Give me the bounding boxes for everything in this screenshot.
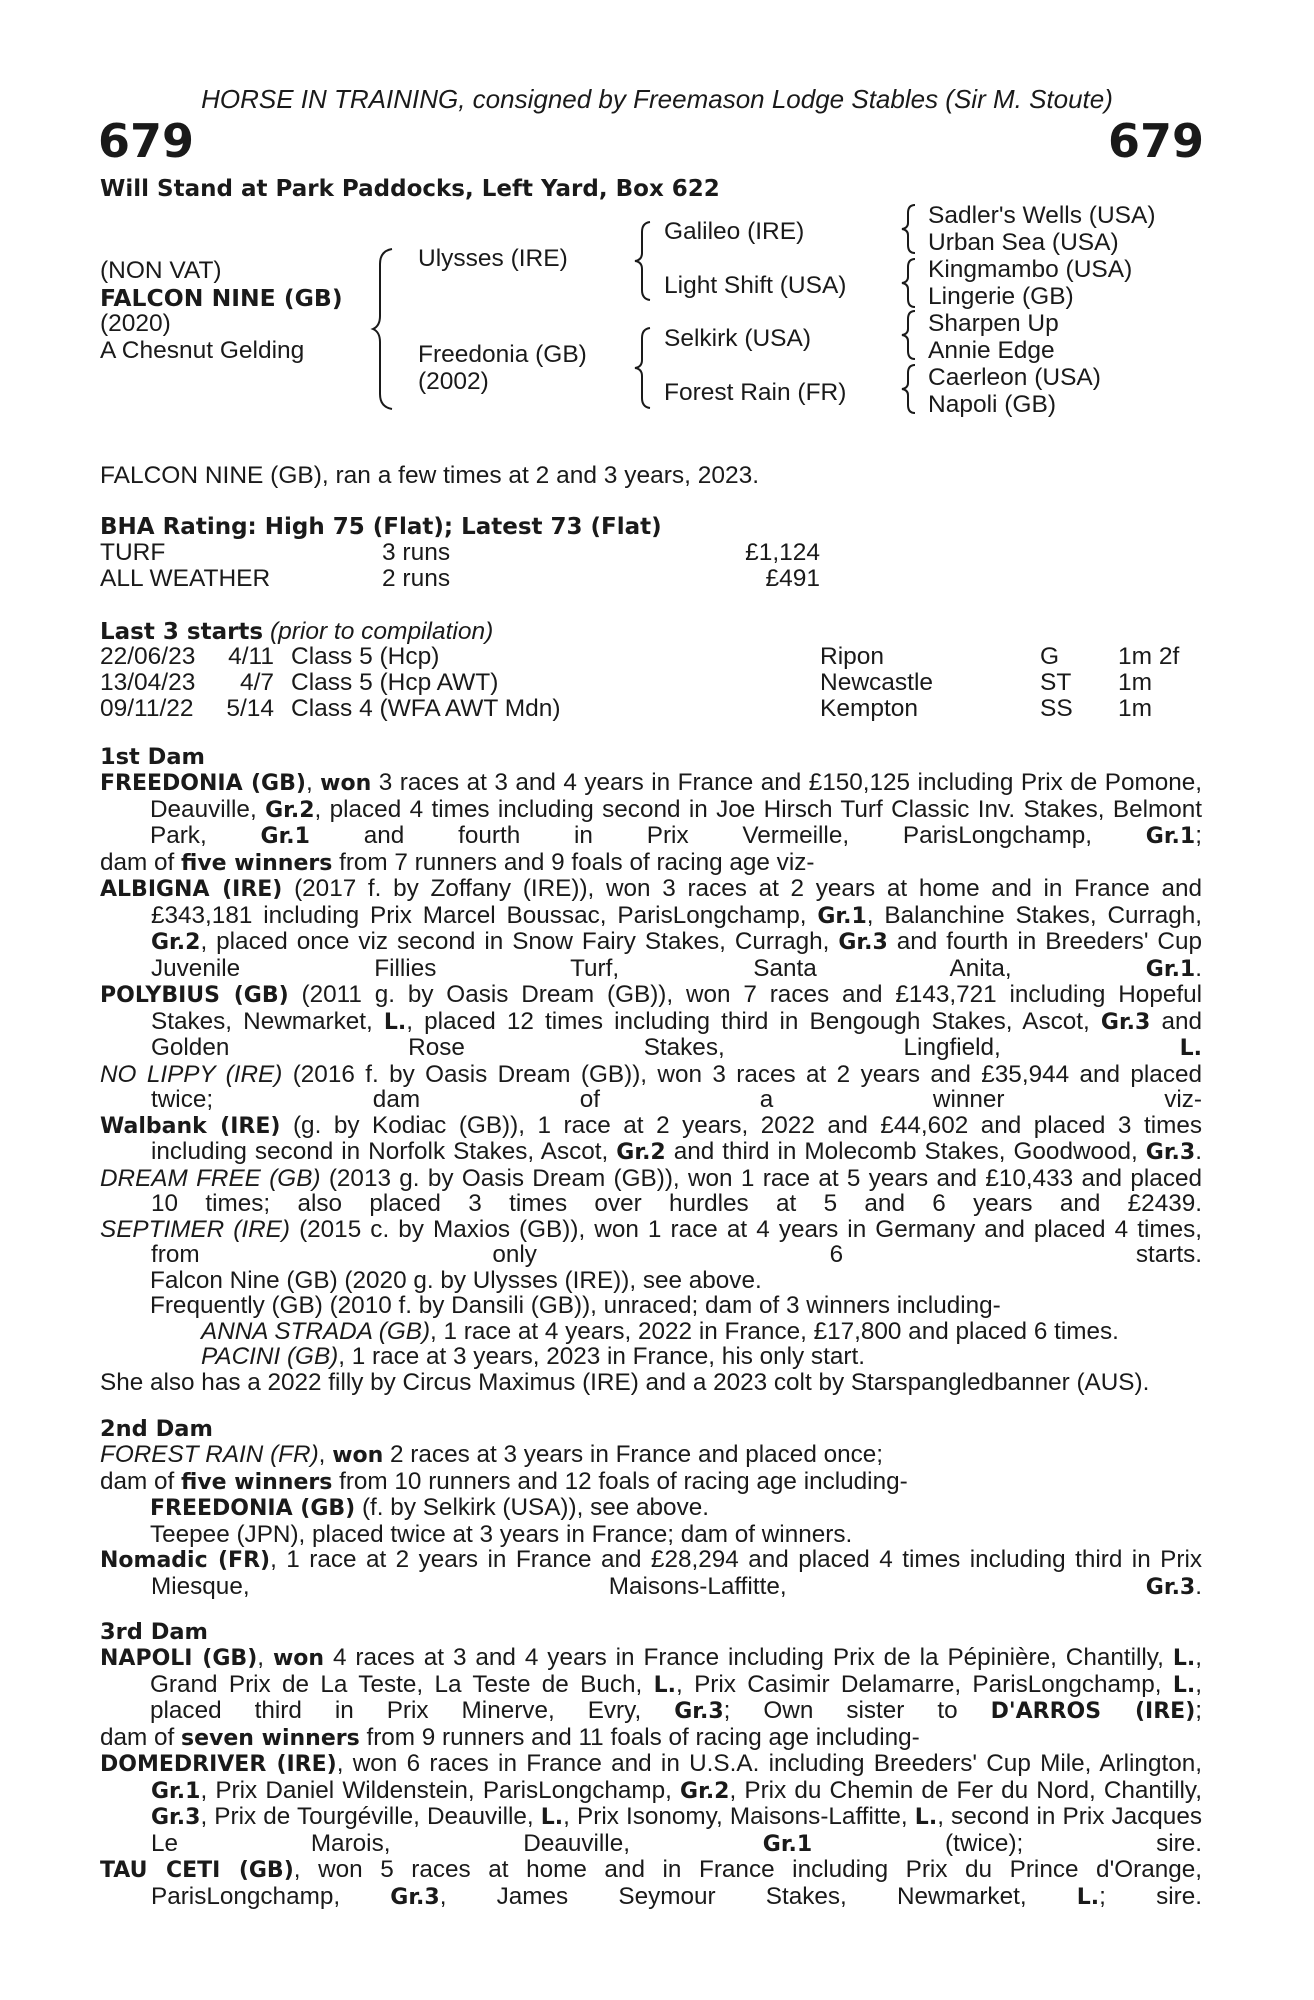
bold-run: seven winners [181, 1725, 360, 1751]
pedigree-sire-sire: Galileo (IRE) [664, 218, 805, 245]
dam1-para-8: SEPTIMER (IRE) (2015 c. by Maxios (GB)), won 1 race at 4 years in Germany and placed 4 times, from only 6 starts. [100, 1215, 1202, 1268]
italic-run: ANNA STRADA (GB) [201, 1317, 431, 1345]
bold-run: Gr.1 [1145, 956, 1196, 982]
dam2-section [100, 1442, 1202, 1600]
pedigree-brace-sire [632, 220, 656, 302]
rating-surface-turf: TURF [100, 539, 166, 566]
bold-run: Gr.1 [762, 1831, 813, 1857]
last-start-course: Ripon [820, 643, 885, 670]
pedigree-gen3-0: Sadler's Wells (USA) [928, 202, 1156, 229]
vat-status: (NON VAT) [100, 257, 222, 284]
last-start-going: ST [1040, 669, 1072, 696]
dam1-section [100, 770, 1202, 1395]
last-start-going: SS [1040, 695, 1073, 722]
bold-run: DOMEDRIVER (IRE) [100, 1752, 337, 1777]
pedigree-brace-gen3 [898, 203, 920, 415]
last-start-race: Class 5 (Hcp AWT) [291, 669, 499, 696]
last-starts-title: Last 3 starts [100, 619, 264, 645]
horse-year: (2020) [100, 310, 171, 337]
last-start-date: 22/06/23 [100, 643, 196, 670]
pedigree-gen3-1: Urban Sea (USA) [928, 229, 1119, 256]
bold-run: Gr.3 [1100, 1009, 1151, 1035]
dam1-para-3: ALBIGNA (IRE) (2017 f. by Zoffany (IRE)), won 3 races at 2 years at home and in France and £343,181 including Prix Marcel Boussac, ParisLongchamp, Gr.1, Balanchine Stakes, Curragh, Gr.2, placed once viz second in Snow Fairy Stakes, Curragh, Gr.3 and fourth in Breeders' Cup Juvenile Fillies Turf, Santa Anita, Gr.1. [100, 875, 1203, 982]
dam1-para-10: Frequently (GB) (2010 f. by Dansili (GB)), unraced; dam of 3 winners including- [150, 1292, 1001, 1319]
bold-run: L. [1076, 1884, 1100, 1910]
dam1-para-1: FREEDONIA (GB), won 3 races at 3 and 4 years in France and £150,125 including Prix de Pomone, Deauville, Gr.2, placed 4 times including second in Joe Hirsch Turf Classic Inv. Stakes, Belmont Park, Gr.1 and fourth in Prix Vermeille, ParisLongchamp, Gr.1; [100, 769, 1202, 849]
bold-run: L. [383, 1009, 407, 1035]
last-start-date: 13/04/23 [100, 669, 196, 696]
rating-prize-turf: £1,124 [745, 539, 820, 566]
last-start-pos: 5/14 [226, 695, 274, 722]
bold-run: Gr.3 [674, 1699, 724, 1724]
pedigree-sire: Ulysses (IRE) [418, 245, 568, 272]
dam3-para-4: TAU CETI (GB), won 5 races at home and in France including Prix du Prince d'Orange, ParisLongchamp, Gr.3, James Seymour Stakes, Newmarket, L.; sire. [100, 1856, 1203, 1910]
bold-run: Gr.2 [616, 1140, 666, 1165]
horse-name: FALCON NINE (GB) [100, 284, 343, 312]
dam2-para-2: dam of five winners from 10 runners and 12 foals of racing age including- [100, 1467, 908, 1495]
dam2-para-5: Nomadic (FR), 1 race at 2 years in France and £28,294 and placed 4 times including third in Prix Miesque, Maisons-Laffitte, Gr.3. [100, 1546, 1202, 1600]
last-start-race: Class 5 (Hcp) [291, 643, 440, 670]
pedigree-brace-main [370, 246, 400, 412]
pedigree-gen3-3: Lingerie (GB) [928, 283, 1074, 310]
last-start-pos: 4/7 [239, 669, 274, 696]
pedigree-gen3-4: Sharpen Up [928, 310, 1059, 337]
last-start-course: Newcastle [820, 669, 934, 696]
last-start-date: 09/11/22 [100, 695, 194, 722]
rating-heading: BHA Rating: High 75 (Flat); Latest 73 (Flat) [100, 514, 662, 540]
dam2-heading: 2nd Dam [100, 1416, 213, 1442]
pedigree-dam: Freedonia (GB) [418, 341, 587, 368]
dam3-heading: 3rd Dam [100, 1619, 208, 1645]
dam3-para-1: NAPOLI (GB), won 4 races at 3 and 4 years in France including Prix de la Pépinière, Chantilly, L., Grand Prix de La Teste, La Teste de Buch, L., Prix Casimir Delamarre, ParisLongchamp, L., placed third in Prix Minerve, Evry, Gr.3; Own sister to D'ARROS (IRE); [100, 1644, 1203, 1724]
bold-run: Gr.2 [151, 930, 201, 955]
bold-run: won [320, 771, 372, 796]
last-starts-heading [100, 618, 493, 646]
dam2-para-4: Teepee (JPN), placed twice at 3 years in France; dam of winners. [150, 1520, 853, 1548]
horse-description: A Chesnut Gelding [100, 337, 305, 364]
rating-runs-aw: 2 runs [382, 565, 451, 592]
last-start-course: Kempton [820, 695, 919, 722]
bold-run: Gr.1 [260, 824, 310, 849]
race-summary: FALCON NINE (GB), ran a few times at 2 and 3 years, 2023. [100, 462, 760, 489]
bold-run: Gr.3 [1145, 1140, 1196, 1165]
bold-run: TAU CETI (GB) [100, 1858, 294, 1883]
bold-run: Gr.3 [1145, 1574, 1196, 1600]
dam1-para-9: Falcon Nine (GB) (2020 g. by Ulysses (IRE)), see above. [150, 1266, 762, 1294]
dam1-para-6: Walbank (IRE) (g. by Kodiac (GB)), 1 race at 2 years, 2022 and £44,602 and placed 3 times including second in Norfolk Stakes, Ascot, Gr.2 and third in Molecomb Stakes, Goodwood, Gr.3. [100, 1111, 1202, 1165]
italic-run: SEPTIMER (IRE) [100, 1215, 290, 1243]
pedigree-sire-dam: Light Shift (USA) [664, 272, 847, 299]
last-start-dist: 1m [1118, 695, 1153, 722]
italic-run: DREAM FREE (GB) [100, 1164, 321, 1192]
bold-run: L. [1172, 1646, 1196, 1671]
bold-run: won [272, 1646, 325, 1671]
bold-run: NAPOLI (GB) [100, 1646, 258, 1671]
bold-run: Gr.3 [390, 1884, 440, 1910]
bold-run: L. [914, 1805, 938, 1830]
bold-run: Gr.1 [1145, 824, 1196, 849]
dam1-heading: 1st Dam [100, 744, 205, 770]
bold-run: L. [1172, 1672, 1196, 1698]
location-line: Will Stand at Park Paddocks, Left Yard, Box 622 [100, 176, 720, 202]
consignment-line: HORSE IN TRAINING, consigned by Freemason Lodge Stables (Sir M. Stoute) [201, 84, 1113, 114]
bold-run: Gr.1 [817, 903, 867, 929]
italic-run: NO LIPPY (IRE) [100, 1060, 283, 1088]
dam1-para-5: NO LIPPY (IRE) (2016 f. by Oasis Dream (GB)), won 3 races at 2 years and £35,944 and placed twice; dam of a winner viz- [100, 1060, 1202, 1113]
lot-number-right: 679 [1107, 114, 1204, 168]
bold-run: FREEDONIA (GB) [150, 1496, 356, 1521]
italic-run: PACINI (GB) [201, 1343, 339, 1370]
bold-run: POLYBIUS (GB) [100, 983, 289, 1008]
lot-number-left: 679 [98, 114, 195, 168]
dam3-para-3: DOMEDRIVER (IRE), won 6 races in France and in U.S.A. including Breeders' Cup Mile, Arlington, Gr.1, Prix Daniel Wildenstein, ParisLongchamp, Gr.2, Prix du Chemin de Fer du Nord, Chantilly, Gr.3, Prix de Tourgéville, Deauville, L., Prix Isonomy, Maisons-Laffitte, L., second in Prix Jacques Le Marois, Deauville, Gr.1 (twice); sire. [100, 1750, 1202, 1857]
bold-run: Gr.2 [680, 1778, 730, 1804]
bold-run: Gr.2 [265, 797, 315, 823]
last-start-dist: 1m 2f [1118, 643, 1180, 670]
bold-run: Nomadic (FR) [100, 1548, 271, 1573]
pedigree-dam-dam: Forest Rain (FR) [664, 379, 847, 406]
bold-run: Gr.3 [838, 930, 888, 955]
rating-prize-aw: £491 [765, 565, 820, 592]
last-start-going: G [1040, 643, 1060, 670]
pedigree-gen3-5: Annie Edge [928, 337, 1055, 364]
pedigree-brace-dam [632, 326, 656, 410]
dam1-para-12: PACINI (GB), 1 race at 3 years, 2023 in France, his only start. [201, 1343, 865, 1370]
dam2-para-1: FOREST RAIN (FR), won 2 races at 3 years in France and placed once; [100, 1441, 884, 1468]
pedigree-gen3-2: Kingmambo (USA) [928, 256, 1133, 283]
pedigree-gen3-7: Napoli (GB) [928, 391, 1056, 418]
last-start-pos: 4/11 [228, 643, 274, 670]
bold-run: Gr.3 [151, 1805, 201, 1830]
bold-run: ALBIGNA (IRE) [100, 877, 283, 902]
dam1-para-11: ANNA STRADA (GB), 1 race at 4 years, 2022 in France, £17,800 and placed 6 times. [201, 1317, 1119, 1345]
bold-run: L. [540, 1805, 564, 1830]
bold-run: five winners [181, 850, 333, 876]
bold-run: FREEDONIA (GB) [100, 771, 306, 796]
italic-run: FOREST RAIN (FR) [100, 1441, 319, 1468]
dam1-para-7: DREAM FREE (GB) (2013 g. by Oasis Dream (GB)), won 1 race at 5 years and £10,433 and placed 10 times; also placed 3 times over hurdles at 5 and 6 years and £2439. [100, 1164, 1202, 1217]
bold-run: five winners [181, 1469, 333, 1495]
dam2-para-3: FREEDONIA (GB) (f. by Selkirk (USA)), see above. [150, 1494, 709, 1521]
bold-run: L. [653, 1672, 676, 1698]
bold-run: L. [1179, 1036, 1202, 1061]
dam1-para-4: POLYBIUS (GB) (2011 g. by Oasis Dream (GB)), won 7 races and £143,721 including Hopeful Stakes, Newmarket, L., placed 12 times including third in Bengough Stakes, Ascot, Gr.3 and Golden Rose Stakes, Lingfield, L. [100, 981, 1203, 1061]
last-start-dist: 1m [1118, 669, 1153, 696]
dam1-para-13: She also has a 2022 filly by Circus Maximus (IRE) and a 2023 colt by Starspangledbanner (AUS). [100, 1368, 1150, 1396]
bold-run: Walbank (IRE) [100, 1113, 281, 1139]
bold-run: won [332, 1443, 384, 1468]
last-start-race: Class 4 (WFA AWT Mdn) [291, 695, 561, 722]
last-starts-note: (prior to compilation) [269, 618, 494, 645]
pedigree-dam-year: (2002) [418, 368, 489, 395]
dam3-para-2: dam of seven winners from 9 runners and 11 foals of racing age including- [100, 1723, 920, 1751]
pedigree-dam-sire: Selkirk (USA) [664, 325, 812, 352]
bold-run: D'ARROS (IRE) [990, 1699, 1196, 1724]
rating-surface-aw: ALL WEATHER [100, 565, 271, 592]
rating-runs-turf: 3 runs [382, 539, 451, 566]
pedigree-gen3-6: Caerleon (USA) [928, 364, 1101, 391]
bold-run: Gr.1 [151, 1778, 201, 1804]
dam1-para-2: dam of five winners from 7 runners and 9 foals of racing age viz- [100, 848, 815, 876]
dam3-section [100, 1645, 1202, 1910]
